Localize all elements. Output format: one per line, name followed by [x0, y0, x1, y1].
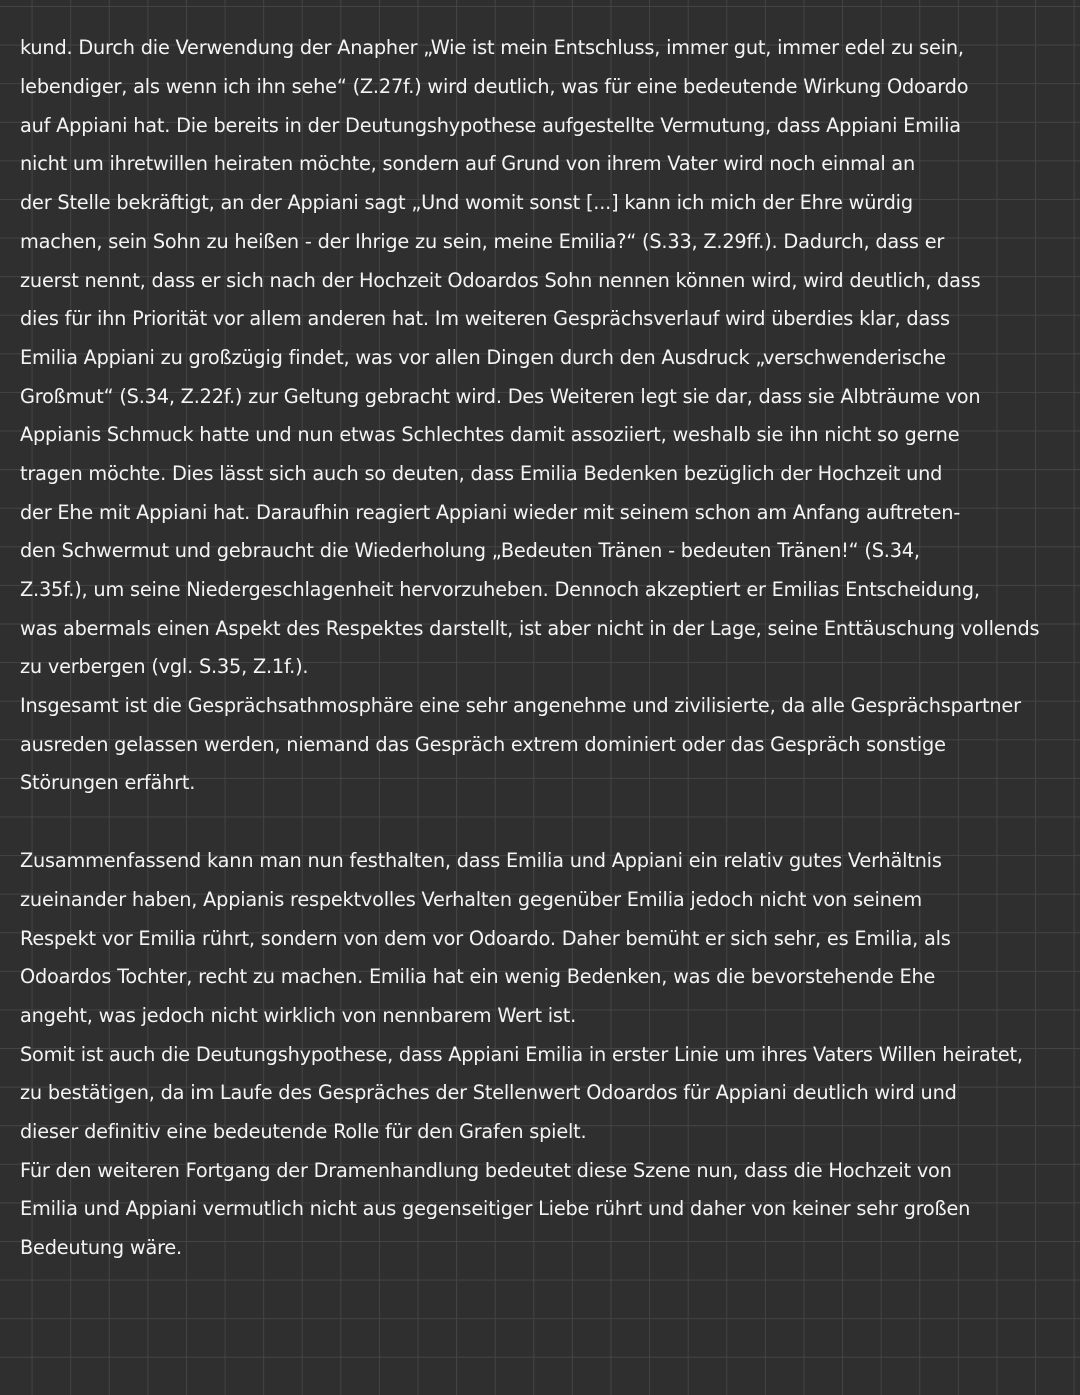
text-line: dies für ihn Priorität vor allem anderen hat. Im weiteren Gesprächsverlauf wird überdies klar, dass	[20, 307, 950, 330]
text-line: den Schwermut und gebraucht die Wiederholung „Bedeuten Tränen - bedeuten Tränen!“ (S.34,	[20, 539, 920, 562]
text-line: Insgesamt ist die Gesprächsathmosphäre eine sehr angenehme und zivilisierte, da alle Gesprächspartner	[20, 694, 1021, 717]
text-line: Bedeutung wäre.	[20, 1236, 182, 1259]
text-line: Respekt vor Emilia rührt, sondern von dem vor Odoardo. Daher bemüht er sich sehr, es Emilia, als	[20, 927, 951, 950]
text-line: Emilia und Appiani vermutlich nicht aus gegenseitiger Liebe rührt und daher von keiner sehr großen	[20, 1197, 971, 1220]
text-line: Somit ist auch die Deutungshypothese, dass Appiani Emilia in erster Linie um ihres Vaters Willen heiratet,	[20, 1043, 1023, 1066]
text-line: nicht um ihretwillen heiraten möchte, sondern auf Grund von ihrem Vater wird noch einmal an	[20, 152, 916, 175]
text-line: lebendiger, als wenn ich ihn sehe“ (Z.27f.) wird deutlich, was für eine bedeutende Wirkung Odoardo	[20, 75, 969, 98]
text-line: Zusammenfassend kann man nun festhalten, dass Emilia und Appiani ein relativ gutes Verhältnis	[20, 849, 942, 872]
text-line: Odoardos Tochter, recht zu machen. Emilia hat ein wenig Bedenken, was die bevorstehende Ehe	[20, 965, 936, 988]
text-line: der Ehe mit Appiani hat. Daraufhin reagiert Appiani wieder mit seinem schon am Anfang auftreten-	[20, 501, 961, 524]
text-line: zu verbergen (vgl. S.35, Z.1f.).	[20, 655, 309, 678]
text-line: der Stelle bekräftigt, an der Appiani sagt „Und womit sonst [...] kann ich mich der Ehre würdig	[20, 191, 913, 214]
text-line: auf Appiani hat. Die bereits in der Deutungshypothese aufgestellte Vermutung, dass Appiani Emilia	[20, 114, 961, 137]
text-line: dieser definitiv eine bedeutende Rolle für den Grafen spielt.	[20, 1120, 587, 1143]
text-line: zu bestätigen, da im Laufe des Gespräches der Stellenwert Odoardos für Appiani deutlich wird und	[20, 1081, 957, 1104]
text-line: angeht, was jedoch nicht wirklich von nennbarem Wert ist.	[20, 1004, 577, 1027]
text-line: kund. Durch die Verwendung der Anapher „Wie ist mein Entschluss, immer gut, immer edel zu sein,	[20, 36, 964, 59]
text-line: zueinander haben, Appianis respektvolles Verhalten gegenüber Emilia jedoch nicht von seinem	[20, 888, 922, 911]
text-line: Z.35f.), um seine Niedergeschlagenheit hervorzuheben. Dennoch akzeptiert er Emilias Entscheidung,	[20, 578, 980, 601]
text-line: Störungen erfährt.	[20, 771, 196, 794]
text-line: zuerst nennt, dass er sich nach der Hochzeit Odoardos Sohn nennen können wird, wird deutlich, dass	[20, 269, 981, 292]
text-line: machen, sein Sohn zu heißen - der Ihrige zu sein, meine Emilia?“ (S.33, Z.29ff.). Dadurch, dass er	[20, 230, 945, 253]
text-line: Emilia Appiani zu großzügig findet, was vor allen Dingen durch den Ausdruck „verschwenderische	[20, 346, 946, 369]
text-line: ausreden gelassen werden, niemand das Gespräch extrem dominiert oder das Gespräch sonstige	[20, 733, 946, 756]
text-line: tragen möchte. Dies lässt sich auch so deuten, dass Emilia Bedenken bezüglich der Hochzeit und	[20, 462, 943, 485]
text-line: Für den weiteren Fortgang der Dramenhandlung bedeutet diese Szene nun, dass die Hochzeit von	[20, 1159, 952, 1182]
text-line: Großmut“ (S.34, Z.22f.) zur Geltung gebracht wird. Des Weiteren legt sie dar, dass sie Albträume von	[20, 385, 981, 408]
text-line: was abermals einen Aspekt des Respektes darstellt, ist aber nicht in der Lage, seine Enttäuschung vollends	[20, 617, 1040, 640]
text-line: Appianis Schmuck hatte und nun etwas Schlechtes damit assoziiert, weshalb sie ihn nicht so gerne	[20, 423, 960, 446]
